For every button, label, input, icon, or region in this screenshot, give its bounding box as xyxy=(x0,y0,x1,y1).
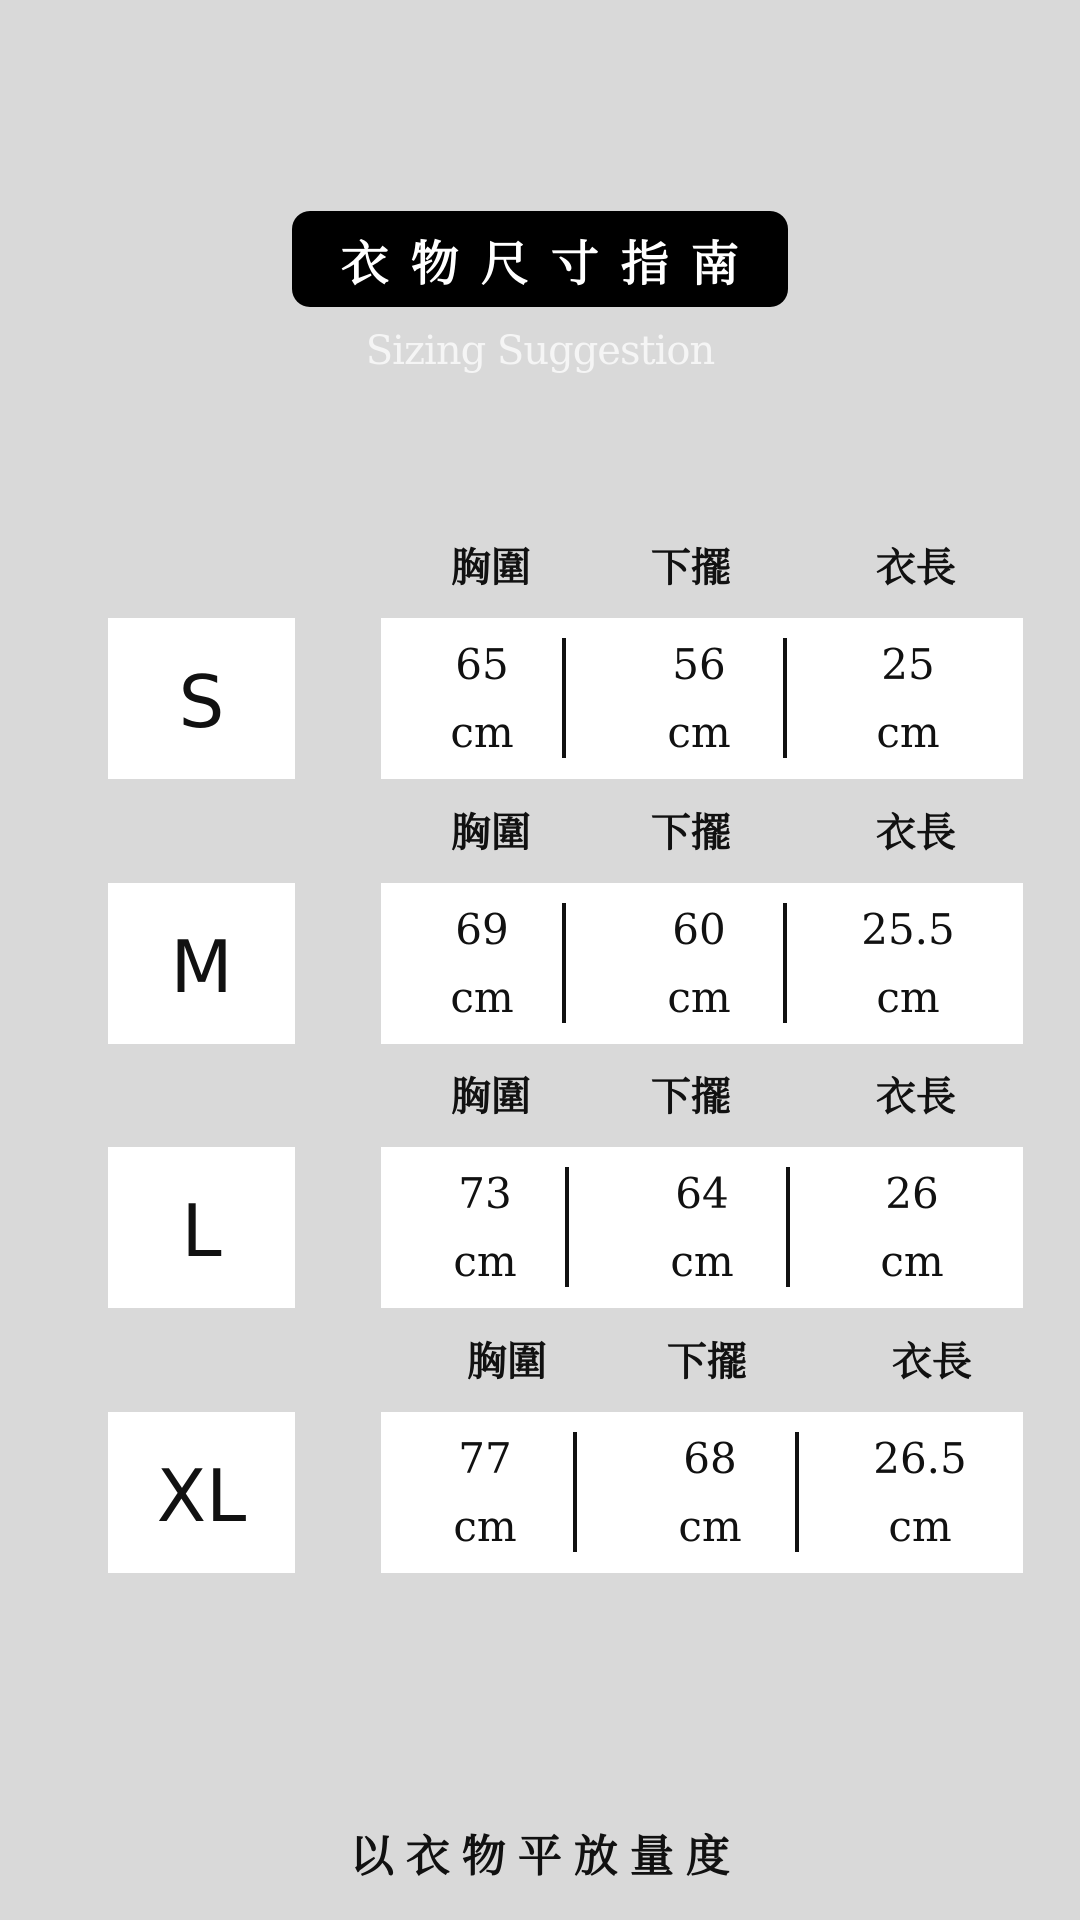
header-length: 衣長 xyxy=(876,809,956,856)
size-label: S xyxy=(178,659,225,744)
column-divider xyxy=(573,1432,577,1552)
chest-value xyxy=(392,883,572,1044)
column-headers xyxy=(0,536,1080,600)
size-row-xl xyxy=(0,1330,1080,1590)
header-chest: 胸圍 xyxy=(451,544,531,591)
measurement-box xyxy=(381,1412,1023,1573)
column-headers xyxy=(0,1330,1080,1394)
chest-value xyxy=(395,1412,575,1573)
size-label-box xyxy=(108,618,295,779)
header-chest: 胸圍 xyxy=(451,1073,531,1120)
page-title: 衣物尺寸指南 xyxy=(340,235,761,292)
chest-value xyxy=(392,618,572,779)
header-hem: 下擺 xyxy=(651,544,731,591)
measurement-box xyxy=(381,618,1023,779)
column-divider xyxy=(562,638,566,758)
unit-label: cm xyxy=(450,707,514,757)
measurement-box xyxy=(381,883,1023,1044)
title-banner xyxy=(292,211,788,307)
header-hem: 下擺 xyxy=(651,1073,731,1120)
header-length: 衣長 xyxy=(876,1073,956,1120)
column-divider xyxy=(565,1167,569,1287)
column-divider xyxy=(562,903,566,1023)
length-number: 26 xyxy=(885,1168,939,1218)
size-label-box xyxy=(108,883,295,1044)
chest-number: 73 xyxy=(458,1168,512,1218)
header-length: 衣長 xyxy=(876,544,956,591)
unit-label: cm xyxy=(667,707,731,757)
header-length: 衣長 xyxy=(892,1338,972,1385)
hem-value xyxy=(620,1412,800,1573)
length-number: 25 xyxy=(881,639,935,689)
measurement-box xyxy=(381,1147,1023,1308)
chest-number: 77 xyxy=(458,1433,512,1483)
column-headers xyxy=(0,1065,1080,1129)
size-label-box xyxy=(108,1147,295,1308)
hem-number: 68 xyxy=(683,1433,737,1483)
size-row-l xyxy=(0,1065,1080,1325)
length-number: 26.5 xyxy=(873,1433,967,1483)
unit-label: cm xyxy=(670,1236,734,1286)
size-row-s xyxy=(0,536,1080,796)
unit-label: cm xyxy=(453,1236,517,1286)
column-divider xyxy=(795,1432,799,1552)
unit-label: cm xyxy=(888,1501,952,1551)
length-value xyxy=(830,1412,1010,1573)
size-label: XL xyxy=(156,1453,247,1538)
unit-label: cm xyxy=(453,1501,517,1551)
unit-label: cm xyxy=(876,972,940,1022)
unit-label: cm xyxy=(667,972,731,1022)
hem-number: 56 xyxy=(672,639,726,689)
unit-label: cm xyxy=(880,1236,944,1286)
size-label: M xyxy=(170,924,233,1009)
hem-value xyxy=(609,618,789,779)
header-chest: 胸圍 xyxy=(451,809,531,856)
chest-number: 69 xyxy=(455,904,509,954)
hem-number: 60 xyxy=(672,904,726,954)
measurement-note: 以衣物平放量度 xyxy=(350,1831,742,1882)
unit-label: cm xyxy=(876,707,940,757)
column-divider xyxy=(783,903,787,1023)
header-hem: 下擺 xyxy=(651,809,731,856)
column-headers xyxy=(0,801,1080,865)
column-divider xyxy=(786,1167,790,1287)
chest-number: 65 xyxy=(455,639,509,689)
chest-value xyxy=(395,1147,575,1308)
unit-label: cm xyxy=(678,1501,742,1551)
column-divider xyxy=(783,638,787,758)
length-value xyxy=(818,618,998,779)
page-subtitle: Sizing Suggestion xyxy=(365,328,715,374)
hem-value xyxy=(612,1147,792,1308)
header-hem: 下擺 xyxy=(667,1338,747,1385)
unit-label: cm xyxy=(450,972,514,1022)
hem-number: 64 xyxy=(675,1168,729,1218)
length-value xyxy=(822,1147,1002,1308)
length-number: 25.5 xyxy=(861,904,955,954)
length-value xyxy=(818,883,998,1044)
size-row-m xyxy=(0,801,1080,1061)
header-chest: 胸圍 xyxy=(467,1338,547,1385)
size-label: L xyxy=(181,1188,222,1273)
size-label-box xyxy=(108,1412,295,1573)
hem-value xyxy=(609,883,789,1044)
